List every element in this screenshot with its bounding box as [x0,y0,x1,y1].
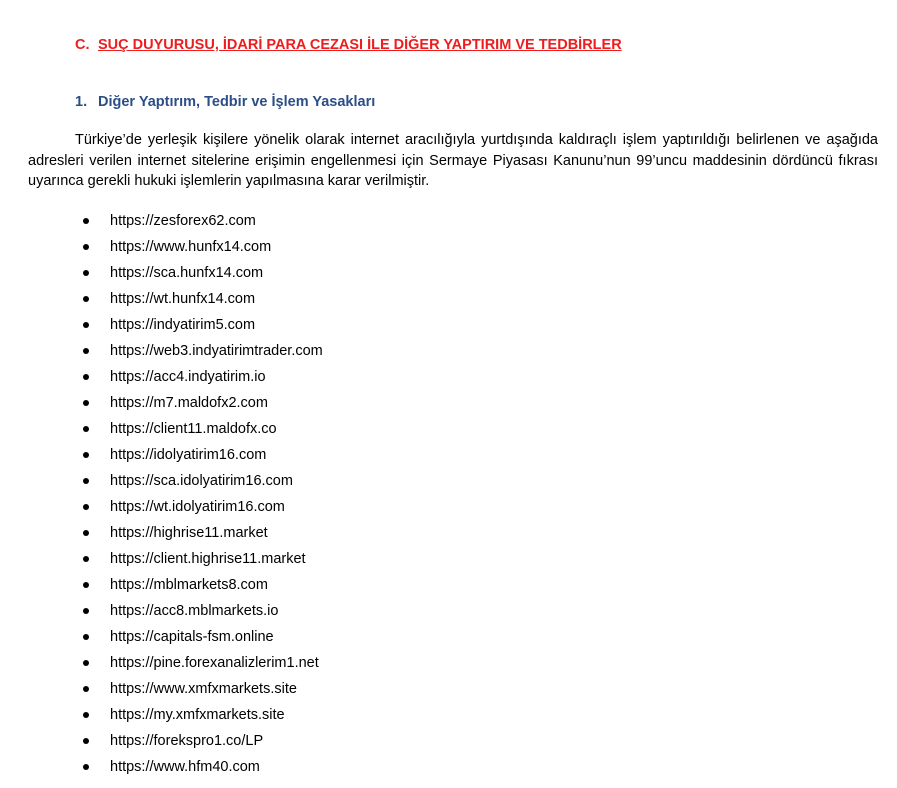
bullet-icon [83,244,89,250]
bullet-icon [83,452,89,458]
bullet-icon [83,582,89,588]
bullet-icon [83,764,89,770]
bullet-icon [83,634,89,640]
url-text: https://capitals-fsm.online [110,629,274,645]
url-text: https://forekspro1.co/LP [110,733,264,749]
bullet-icon [83,218,89,224]
url-text: https://web3.indyatirimtrader.com [110,343,323,359]
bullet-icon [83,556,89,562]
url-text: https://www.hfm40.com [110,759,260,775]
url-text: https://idolyatirim16.com [110,447,267,463]
url-text: https://acc8.mblmarkets.io [110,603,279,619]
url-text: https://pine.forexanalizlerim1.net [110,655,319,671]
subsection-title: Diğer Yaptırım, Tedbir ve İşlem Yasakları [98,94,376,110]
url-text: https://client.highrise11.market [110,551,306,567]
url-text: https://acc4.indyatirim.io [110,369,266,385]
bullet-icon [83,712,89,718]
url-text: https://m7.maldofx2.com [110,395,268,411]
section-letter: C. [75,37,90,53]
bullet-icon [83,322,89,328]
url-text: https://wt.hunfx14.com [110,291,256,307]
bullet-icon [83,660,89,666]
bullet-icon [83,478,89,484]
bullet-icon [83,530,89,536]
url-text: https://zesforex62.com [110,213,256,229]
bullet-icon [83,426,89,432]
subsection-heading [75,94,375,110]
bullet-icon [83,270,89,276]
subsection-number: 1. [75,94,88,110]
url-text: https://www.xmfxmarkets.site [110,681,297,697]
url-text: https://highrise11.market [110,525,268,541]
url-text: https://my.xmfxmarkets.site [110,707,285,723]
url-text: https://client11.maldofx.co [110,421,277,437]
bullet-icon [83,348,89,354]
url-text: https://sca.hunfx14.com [110,265,264,281]
url-text: https://indyatirim5.com [110,317,256,333]
url-text: https://sca.idolyatirim16.com [110,473,293,489]
url-text: https://www.hunfx14.com [110,239,272,255]
section-title: SUÇ DUYURUSU, İDARİ PARA CEZASI İLE DİĞER YAPTIRIM VE TEDBİRLER [98,37,622,53]
body-paragraph: Türkiye’de yerleşik kişilere yönelik olarak internet aracılığıyla yurtdışında kaldıraçlı işlem yaptırıldığı belirlenen ve aşağıda adresleri verilen internet sitelerine erişimin engellenmesi için Sermaye Piyasası Kanunu’nun 99’uncu maddesinin dördüncü fıkrası uyarınca gerekli hukuki işlemlerin yapılmasına karar verilmiştir. [28,132,878,189]
bullet-icon [83,400,89,406]
bullet-icon [83,504,89,510]
url-text: https://mblmarkets8.com [110,577,268,593]
bullet-icon [83,296,89,302]
bullet-icon [83,374,89,380]
bullet-icon [83,608,89,614]
url-text: https://wt.idolyatirim16.com [110,499,285,515]
bullet-icon [83,738,89,744]
bullet-icon [83,686,89,692]
section-heading [75,37,622,53]
